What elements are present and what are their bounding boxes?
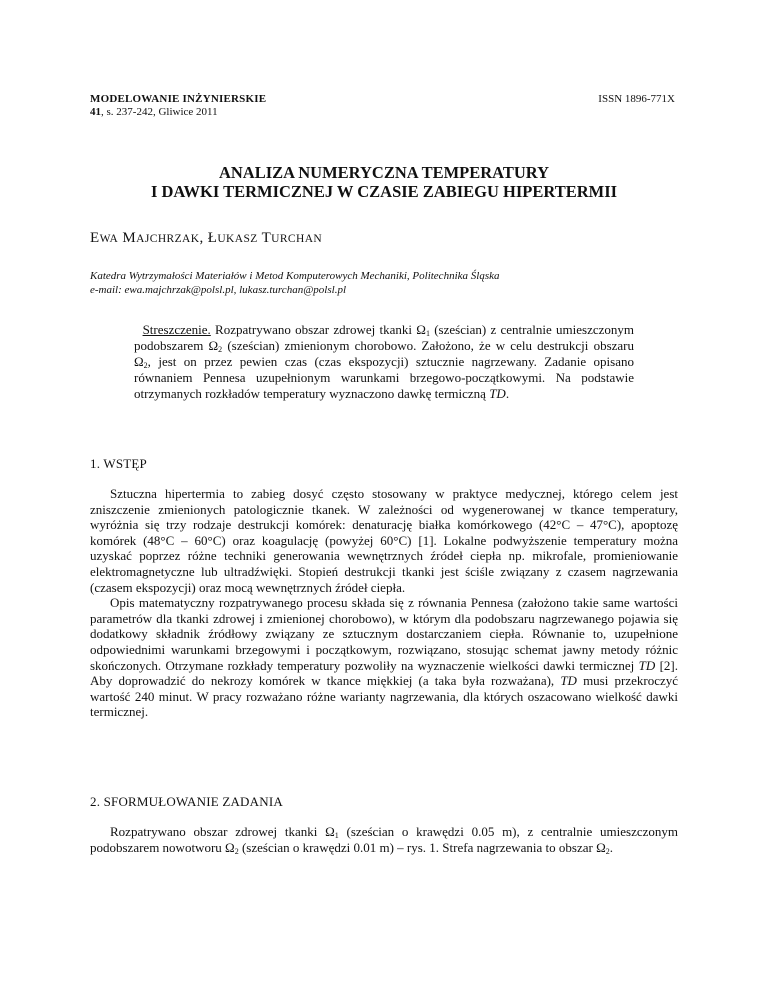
paragraph-text: Rozpatrywano obszar zdrowej tkanki Ω [110,824,335,839]
paragraph-text: . [609,839,613,855]
abstract-text: (sześcian) z centralnie umieszczonym podobszarem Ω [134,322,635,353]
journal-name: MODELOWANIE INŻYNIERSKIE [90,93,267,105]
author1-last-initial: M [122,230,137,246]
journal-header [90,93,266,119]
subscript: 2 [143,361,148,370]
paragraph-text: (sześcian o krawędzi 0.01 m) – rys. 1. Strefa nagrzewania to obszar Ω [238,839,606,855]
journal-volume: 41 [90,106,101,118]
subscript: 1 [425,329,430,338]
authors [90,230,322,247]
subscript: 1 [334,831,339,840]
paragraph [90,824,678,855]
author2-last-initial: T [261,230,272,246]
abstract-td-symbol: TD [489,386,506,401]
paragraph-text: musi przekroczyć wartość 240 minut. W pracy rozważano różne warianty nagrzewania, dla których oszacowano wielkość dawki termicznej. [90,673,678,720]
affiliation [90,269,499,297]
author1-last-rest: AJCHRZAK [136,233,200,245]
issn: ISSN 1896-771X [598,93,675,105]
section-heading-1: 1. WSTĘP [90,456,147,471]
author2-first-rest: UKASZ [217,233,258,245]
paragraph-text: [2]. Aby doprowadzić do nekrozy komórek w tkance miękkiej (a taka była rozważana), [90,657,678,689]
author2-last-rest: URCHAN [271,233,323,245]
subscript: 2 [234,846,239,856]
author1-first-rest: WA [99,233,119,245]
author-separator: , [199,230,208,246]
affiliation-institution: Katedra Wytrzymałości Materiałów i Metod Komputerowych Mechaniki, Politechnika Śląska [90,270,500,282]
journal-pages: , s. 237-242, Gliwice 2011 [101,106,218,118]
subscript: 2 [218,345,223,354]
abstract [134,322,634,402]
abstract-text: . [505,386,510,401]
paragraph [90,595,678,720]
journal-citation [90,106,266,119]
affiliation-email: e-mail: ewa.majchrzak@polsl.pl, lukasz.turchan@polsl.pl [90,284,347,296]
td-symbol: TD [560,673,577,689]
abstract-text: Rozpatrywano obszar zdrowej tkanki Ω [210,322,426,337]
author2-first-initial: Ł [207,230,218,246]
paragraph-text: Opis matematyczny rozpatrywanego procesu składa się z równania Pennesa (założono takie same wartości parametrów dla tkanki zdrowej i zmienionej chorobowo), w którym dla podobszaru nagrzewanego pojawia się dodatkowy składnik źródłowy związany ze sztucznym dostarczaniem ciepła. Równanie to, uzupełnione odpowiednimi warunkami brzegowymi i początkowym, rozwiązano, stosując schemat jawny metody różnic skończonych. Otrzymane rozkłady temperatury pozwoliły na wyznaczenie wielkości dawki termicznej [90,595,678,673]
abstract-text: , jest on przez pewien czas (czas ekspozycji) sztucznie nagrzewany. Zadanie opisano równaniem Pennesa uzupełnionym warunkami brzegowo-początkowymi. Na podstawie otrzymanych rozkładów temperatury wyznaczono dawkę termiczną [134,354,634,401]
section-heading-2: 2. SFORMUŁOWANIE ZADANIA [90,794,283,809]
subscript: 2 [605,846,610,856]
paragraph-text: (sześcian o krawędzi 0.05 m), z centralnie umieszczonym podobszarem nowotworu Ω [90,824,679,855]
abstract-text: (sześcian) zmienionym chorobowo. Założono, że w celu destrukcji obszaru Ω [134,338,634,369]
paragraph: Sztuczna hipertermia to zabieg dosyć często stosowany w praktyce medycznej, którego celem jest zniszczenie zmienionych patologicznie tkanek. W zależności od wygenerowanej w tkance temperatury, wyróżnia się trzy rodzaje destrukcji komórek: denaturację białka komórkowego (42°C – 47°C), apoptozę komórek (48°C – 60°C) oraz koagulację (powyżej 60°C) [1]. Lokalne podwyższenie temperatury można uzyskać poprzez różne techniki generowania wewnętrznych źródeł ciepła np. mikrofale, promieniowanie elektromagnetyczne lub ultradźwięki. Stopień destrukcji tkanki jest ściśle związany z czasem nagrzewania (czasem ekspozycji) oraz mocą wewnętrznych źródeł ciepła. [90,486,678,595]
td-symbol: TD [638,657,656,673]
section1-body [90,486,678,720]
section2-body [90,824,678,855]
title-line-2: I DAWKI TERMICZNEJ W CZASIE ZABIEGU HIPERTERMII [150,182,618,201]
paper-title [90,163,678,201]
author1-first-initial: E [90,230,100,246]
title-line-1: ANALIZA NUMERYCZNA TEMPERATURY [218,163,550,182]
abstract-keyword: Streszczenie. [142,322,211,337]
